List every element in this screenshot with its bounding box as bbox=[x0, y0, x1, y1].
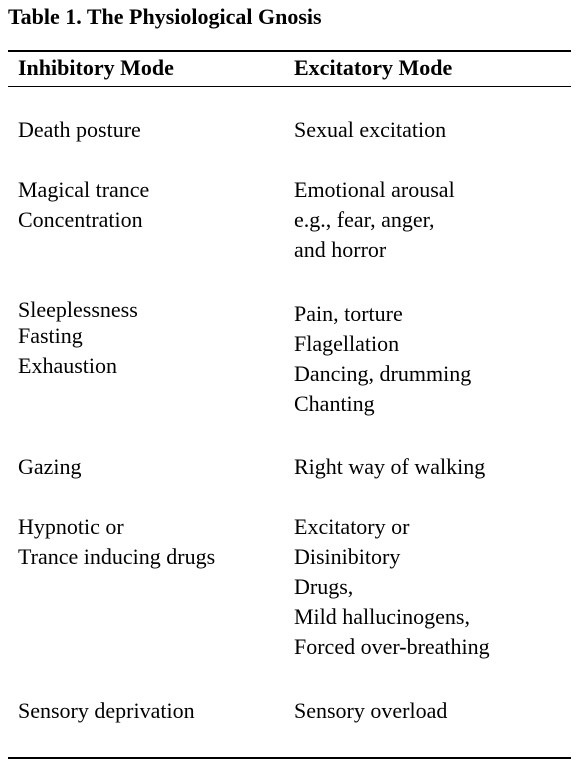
cell-line: Trance inducing drugs bbox=[18, 544, 216, 569]
cell-line: Disinibitory bbox=[294, 544, 401, 569]
excitatory-cell bbox=[294, 696, 447, 726]
inhibitory-cell bbox=[18, 696, 195, 726]
table-bottom-rule bbox=[8, 757, 571, 759]
cell-line: e.g., fear, anger, bbox=[294, 207, 435, 232]
cell-line: Gazing bbox=[18, 454, 82, 479]
table-header-rule bbox=[8, 86, 571, 87]
cell-line: Mild hallucinogens, bbox=[294, 604, 470, 629]
cell-line: Excitatory or bbox=[294, 514, 410, 539]
excitatory-cell bbox=[294, 512, 490, 662]
cell-line: Sleeplessness bbox=[18, 297, 138, 322]
cell-line: Dancing, drumming bbox=[294, 361, 472, 386]
column-header-excitatory: Excitatory Mode bbox=[294, 55, 453, 80]
cell-line: Exhaustion bbox=[18, 353, 117, 378]
cell-line: Right way of walking bbox=[294, 454, 486, 479]
cell-line: Concentration bbox=[18, 207, 143, 232]
excitatory-cell bbox=[294, 452, 485, 482]
cell-line: Fasting bbox=[18, 323, 83, 348]
excitatory-cell bbox=[294, 115, 446, 145]
column-header-inhibitory: Inhibitory Mode bbox=[18, 55, 174, 80]
inhibitory-cell bbox=[18, 175, 149, 235]
inhibitory-cell bbox=[18, 452, 82, 482]
cell-line: Sexual excitation bbox=[294, 117, 447, 142]
cell-line: Emotional arousal bbox=[294, 177, 455, 202]
cell-line: Drugs, bbox=[294, 574, 354, 599]
table-title: Table 1. The Physiological Gnosis bbox=[8, 4, 322, 29]
inhibitory-cell bbox=[18, 115, 141, 145]
inhibitory-cell bbox=[18, 512, 215, 572]
cell-line: Sensory overload bbox=[294, 698, 448, 723]
cell-line: Magical trance bbox=[18, 177, 150, 202]
cell-line: Hypnotic or bbox=[18, 514, 124, 539]
cell-line: Sensory deprivation bbox=[18, 698, 195, 723]
excitatory-cell bbox=[294, 295, 471, 419]
cell-line: Flagellation bbox=[294, 331, 400, 356]
inhibitory-cell bbox=[18, 295, 138, 381]
table-top-rule bbox=[8, 50, 571, 52]
cell-line: Forced over-breathing bbox=[294, 634, 490, 659]
cell-line: and horror bbox=[294, 237, 387, 262]
cell-line: Death posture bbox=[18, 117, 141, 142]
excitatory-cell bbox=[294, 175, 455, 265]
cell-line: Chanting bbox=[294, 391, 375, 416]
cell-line: Pain, torture bbox=[294, 301, 403, 326]
